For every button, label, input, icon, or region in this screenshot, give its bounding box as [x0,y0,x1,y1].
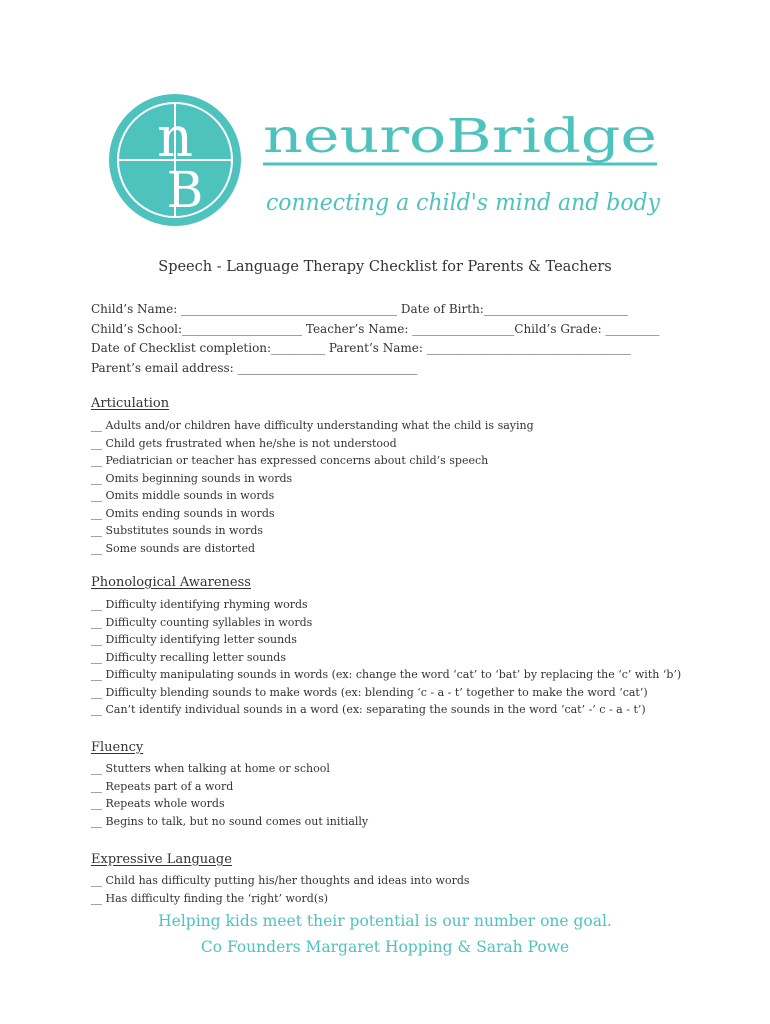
logo-tagline: connecting a child's mind and body [266,190,661,216]
child-name-dob-line[interactable]: Child’s Name: ____________________________________ Date of Birth:________________________ [91,302,628,316]
checklist-item[interactable]: __ Child gets frustrated when he/she is not understood [91,436,397,450]
checklist-item[interactable]: __ Has difficulty finding the ‘right’ word(s) [91,891,329,905]
section-heading-phonological-awareness: Phonological Awareness [91,575,251,590]
checklist-item[interactable]: __ Omits middle sounds in words [91,489,275,502]
footer [0,908,770,960]
neurobridge-logo [108,92,668,232]
checklist-item[interactable]: __ Child has difficulty putting his/her thoughts and ideas into words [91,874,470,887]
checklist-item[interactable]: __ Substitutes sounds in words [91,524,264,537]
footer-founders: Co Founders Margaret Hopping & Sarah Powe [200,938,570,956]
checklist-item[interactable]: __ Difficulty blending sounds to make words (ex: blending ‘c - a - t’ together to make the word ‘cat’) [91,685,648,699]
checklist-item[interactable]: __ Difficulty manipulating sounds in words (ex: change the word ‘cat’ to ‘bat’ by replacing the ‘c’ with ‘b’) [91,668,682,681]
checklist-item[interactable]: __ Difficulty identifying letter sounds [91,633,297,646]
logo-monogram-n: n [156,105,194,170]
checklist-item[interactable]: __ Stutters when talking at home or school [91,762,330,775]
completion-date-parent-line[interactable]: Date of Checklist completion:_________ Parent’s Name: __________________________________ [91,341,631,355]
checklist-item[interactable]: __ Difficulty recalling letter sounds [91,650,286,664]
checklist-item[interactable]: __ Some sounds are distorted [91,541,256,555]
checklist-item[interactable]: __ Pediatrician or teacher has expressed concerns about child’s speech [91,454,489,467]
section-heading-articulation: Articulation [91,396,170,411]
fluency-list [91,760,368,830]
checklist-item[interactable]: __ Omits beginning sounds in words [91,471,293,485]
checklist-item[interactable]: __ Omits ending sounds in words [91,506,275,520]
checklist-item[interactable]: __ Repeats part of a word [91,779,234,793]
document-title: Speech - Language Therapy Checklist for Parents & Teachers [158,259,612,275]
checklist-item[interactable]: __ Difficulty counting syllables in words [91,615,313,629]
checklist-item[interactable]: __ Difficulty identifying rhyming words [91,598,308,611]
school-teacher-grade-line[interactable]: Child’s School:____________________ Teacher’s Name: _________________Child’s Grade: _________ [91,321,660,336]
checklist-item[interactable]: __ Repeats whole words [91,797,225,810]
section-heading-expressive-language: Expressive Language [91,852,232,867]
phonological-awareness-list [91,596,681,719]
footer-mission: Helping kids meet their potential is our number one goal. [158,912,612,930]
checklist-item[interactable]: __ Begins to talk, but no sound comes out initially [91,814,369,828]
articulation-list [91,417,534,557]
logo-graphic [108,92,668,232]
parent-email-line[interactable]: Parent’s email address: ______________________________ [91,360,418,375]
section-heading-fluency: Fluency [91,740,144,755]
info-form [91,300,659,378]
logo-monogram-b: B [166,161,204,219]
expressive-language-list [91,872,470,907]
checklist-item[interactable]: __ Can’t identify individual sounds in a word (ex: separating the sounds in the word ‘cat’ -’ c - a - t’) [91,703,646,716]
logo-wordmark: neuroBridge [263,109,657,164]
checklist-item[interactable]: __ Adults and/or children have difficulty understanding what the child is saying [91,419,534,432]
